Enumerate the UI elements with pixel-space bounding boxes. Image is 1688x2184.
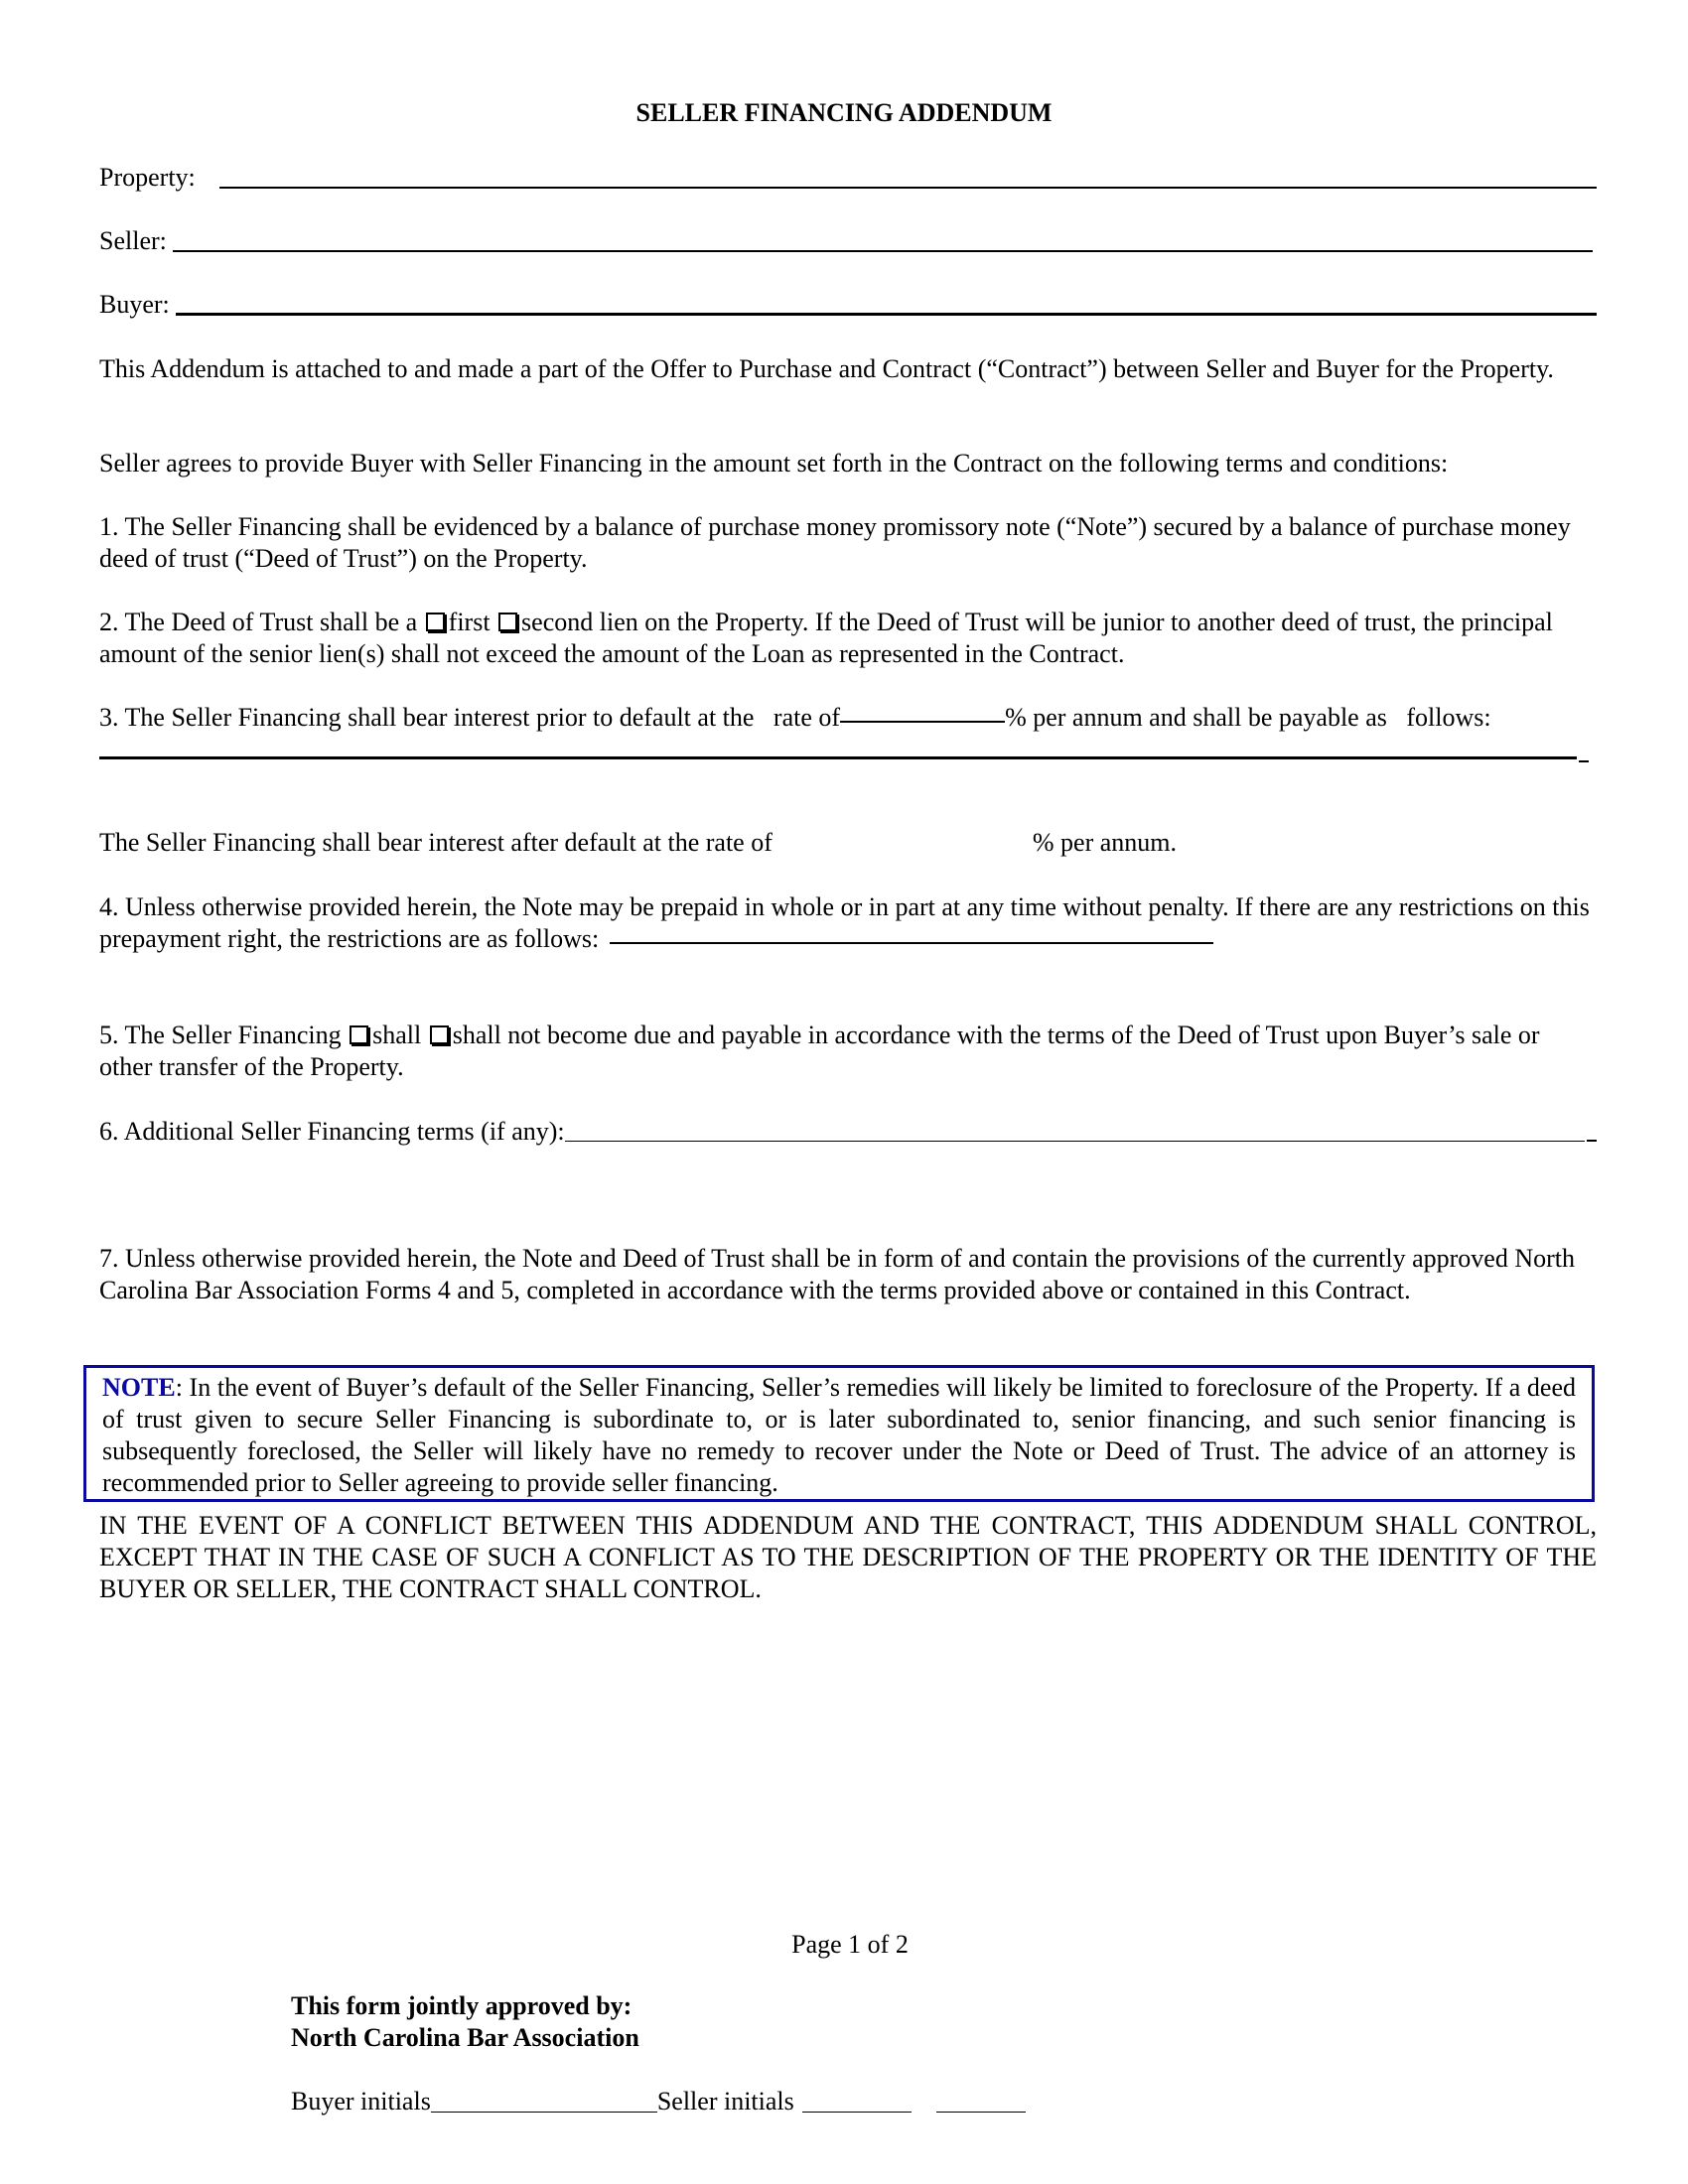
shall-not-label: shall not become due and payable in accordance with the terms of the Deed of Trust upon Buyer’s sale or other transfer of the Property. xyxy=(99,1021,1540,1081)
additional-terms-input-line[interactable] xyxy=(565,1141,1585,1142)
first-lien-checkbox[interactable] xyxy=(426,613,445,631)
buyer-field xyxy=(99,289,1597,321)
clause-7: 7. Unless otherwise provided herein, the Note and Deed of Trust shall be in form of and contain the provisions of the currently approved North Carolina Bar Association Forms 4 and 5, completed in accordance with the terms provided above or contained in this Contract. xyxy=(99,1244,1575,1304)
prepayment-restrictions-input-line[interactable] xyxy=(610,942,1213,944)
property-input-line[interactable] xyxy=(219,187,1597,189)
second-lien-checkbox[interactable] xyxy=(498,613,517,631)
clause-1: 1. The Seller Financing shall be evidenced by a balance of purchase money promissory note (“Note”) secured by a balance of purchase money deed of trust (“Deed of Trust”) on the Property. xyxy=(99,512,1571,573)
clause-6-label: 6. Additional Seller Financing terms (if any): xyxy=(99,1117,565,1146)
seller-initials-input-line-1[interactable] xyxy=(802,2112,912,2113)
clause-4-text: 4. Unless otherwise provided herein, the Note may be prepaid in whole or in part at any time without penalty. If there are any restrictions on this prepayment right, the restrictions are as follows: xyxy=(99,892,1590,953)
initials-row xyxy=(291,2086,1026,2117)
shall-label: shall xyxy=(372,1021,422,1049)
clause-3 xyxy=(99,702,1597,734)
buyer-input-line[interactable] xyxy=(176,313,1597,316)
document-title: SELLER FINANCING ADDENDUM xyxy=(635,98,1053,127)
approved-by-line-1: This form jointly approved by: xyxy=(291,1991,633,2020)
conflict-clause: IN THE EVENT OF A CONFLICT BETWEEN THIS ADDENDUM AND THE CONTRACT, THIS ADDENDUM SHALL CONTROL, EXCEPT THAT IN THE CASE OF SUCH A CONFLICT AS TO THE DESCRIPTION OF THE PROPERTY OR THE IDENTITY OF THE BUYER OR SELLER, THE CONTRACT SHALL CONTROL. xyxy=(99,1511,1597,1603)
seller-label: Seller: xyxy=(99,226,167,255)
clause-3-prefix: 3. The Seller Financing shall bear interest prior to default at the rate of xyxy=(99,703,841,732)
clause-6 xyxy=(99,1116,1597,1148)
payment-terms-line-end xyxy=(1579,760,1589,762)
shall-not-checkbox[interactable] xyxy=(430,1025,449,1044)
clause-2-prefix: 2. The Deed of Trust shall be a xyxy=(99,608,418,636)
clause-3-suffix: % per annum and shall be payable as follows: xyxy=(1005,703,1491,732)
default-interest-prefix: The Seller Financing shall bear interest after default at the rate of xyxy=(99,828,773,857)
seller-input-line[interactable] xyxy=(173,250,1593,252)
additional-terms-line-end xyxy=(1587,1140,1597,1142)
note-box xyxy=(83,1365,1595,1502)
payment-terms-input-line[interactable] xyxy=(99,756,1577,759)
clause-2 xyxy=(99,607,1597,670)
default-interest-line xyxy=(99,827,1597,859)
default-interest-suffix: % per annum. xyxy=(1032,828,1178,857)
page-indicator: Page 1 of 2 xyxy=(791,1930,909,1959)
interest-rate-input-line[interactable] xyxy=(840,721,1005,723)
seller-initials-input-line-2[interactable] xyxy=(936,2112,1026,2113)
intro-paragraph: This Addendum is attached to and made a part of the Offer to Purchase and Contract (“Contract”) between Seller and Buyer for the Property. xyxy=(99,354,1554,383)
seller-initials-label: Seller initials xyxy=(656,2087,794,2116)
terms-intro-paragraph: Seller agrees to provide Buyer with Seller Financing in the amount set forth in the Contract on the following terms and conditions: xyxy=(99,449,1449,478)
clause-5 xyxy=(99,1020,1597,1083)
shall-checkbox[interactable] xyxy=(350,1025,368,1044)
note-label: NOTE xyxy=(102,1373,176,1402)
first-lien-label: first xyxy=(448,608,491,636)
seller-field xyxy=(99,225,1597,257)
note-text: : In the event of Buyer’s default of the Seller Financing, Seller’s remedies will likely be limited to foreclosure of the Property. If a deed of trust given to secure Seller Financing is subordinate to, or is later subordinated to, senior financing, and such senior financing is subsequently foreclosed, the Seller will likely have no remedy to recover under the Note or Deed of Trust. The advice of an attorney is recommended prior to Seller agreeing to provide seller financing. xyxy=(102,1373,1576,1497)
buyer-initials-input-line[interactable] xyxy=(431,2112,657,2113)
property-label: Property: xyxy=(99,163,196,192)
second-lien-label: second lien on the Property. If the Deed of Trust will be junior to another deed of trust, the principal amount of the senior lien(s) shall not exceed the amount of the Loan as represented in the Contract. xyxy=(99,608,1553,668)
approved-by-line-2: North Carolina Bar Association xyxy=(291,2023,639,2052)
property-field xyxy=(99,162,1597,194)
clause-5-prefix: 5. The Seller Financing xyxy=(99,1021,342,1049)
buyer-label: Buyer: xyxy=(99,290,170,319)
buyer-initials-label: Buyer initials xyxy=(291,2087,431,2116)
clause-4 xyxy=(99,891,1597,955)
